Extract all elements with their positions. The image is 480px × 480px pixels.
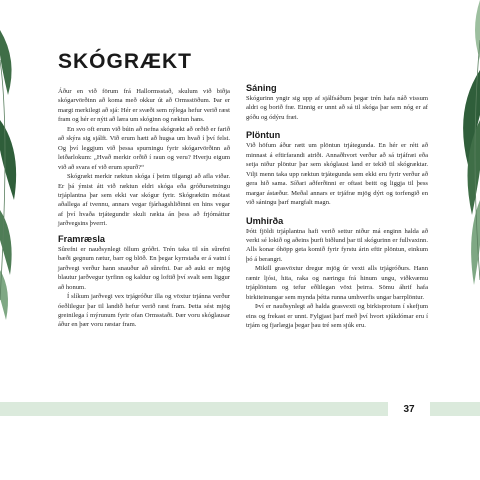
body-paragraph: En svo oft erum við búin að nefna skógrækt að orðið er farið að skýra sig sjálft. Við erum hætt að hugsa um hvað í því felst. Og því leggjum við þessa spurningu fyrir skógarvörðinn að leiðarlokum: „Hvað merkir orðið í raun og veru? Hverju eigum við að svara ef við erum spurð?“ bbox=[58, 125, 230, 171]
body-paragraph: Sûrefni er nauðsynlegt öllum gróðri. Trén taka til sín sûrefni bæði gegnum rætur, barr og blöð. En þegar kyrrstaða er á vatni í jarðvegi verður hann snauður að sûrefni. Þar að auki er mjög blautur jarðvegur tyrfinn og kaldur og loftið því svalt sem liggur að honum. bbox=[58, 245, 230, 291]
section-heading-plontun: Plöntun bbox=[246, 130, 281, 141]
body-paragraph: Mikill grasvöxtur dregur mjög úr vexti alls trjágróðurs. Hann rænir ljósi, hita, raka og næringu frá hinum ungu, viðkvæmu trjáplöntum og tefur eðlilegan vöxt þeirra. Sömu áhrif hafa birkiteinungar sem mynda þétta runna umhverfis ungar barrplöntur. bbox=[246, 265, 428, 301]
section-heading-saning: Sáning bbox=[246, 83, 277, 93]
page-number: 37 bbox=[403, 403, 415, 415]
body-paragraph: Þótt fjöldi trjáplantna hafi verið settur niður má enginn halda að verki sé lokið og aðeins þurfi biðlund þar til skógurinn er fullvaxinn. Alls konar óhöpp geta komið fyrir fyrstu árin eftir plöntun, einkum þó á berangri. bbox=[246, 227, 428, 263]
body-paragraph: Skógrækt merkir ræktun skóga í þeim tilgangi að afla viðar. Er þá ýmist átt við ræktun eldri skóga eða gróðursetningu trjáplantna þar sem ekki var skógur fyrir. Skógræktin mótast aðallega af tvennu, annars vegar fjárhagshliðinni en hins vegar af því hvaða trjátegundir skuli rækta án þess að frjómáttur jarðvegsins þverri. bbox=[58, 173, 230, 228]
section-heading-umhirda: Umhirða bbox=[246, 215, 284, 226]
right-column bbox=[246, 82, 428, 331]
body-paragraph: Við höfum áður rætt um plöntun trjátegunda. En hér er rétt að minnast á eftirfarandi atriði. Annaðhvort verður að sá trjáfræi eða setja niður plöntur þar sem skóglaust land er tekið til skógræktar. Vilji menn taka upp ræktun trjátegunda sem ekki eru fyrir verður að gera hið sama. Síðari aðferðinni er oftast beitt og liggja til þess margar ástæður. Meðal annars er trjáfræ mjög dýrt og torfengið en við sáningu þarf margfalt magn. bbox=[246, 142, 428, 207]
body-paragraph: Í slíkum jarðvegi vex trjágróður illa og vöxtur trjánna verður óeðlilegur þar til landið hefur verið ræst fram. Þetta sést mjög greinilega í mýrunum fyrir ofan Ormsstaði. Þær voru skóglausar áður en þær voru ræstar fram. bbox=[58, 293, 230, 329]
left-column bbox=[58, 87, 230, 330]
body-paragraph: Áður en við förum frá Hallormsstað, skulum við biðja skógarvörðinn að koma með okkur út að Ormsstöðum. Þar er margt merkilegt að sjá: Hér er svæði sem nýlega hefur verið ræst fram og hér er nýtt að læra um skóginn og ræktun hans. bbox=[58, 88, 230, 124]
leaf-illustration-right bbox=[440, 0, 480, 290]
section-heading-framraesla: Framræsla bbox=[58, 233, 105, 244]
page-title: SKÓGRÆKT bbox=[58, 50, 192, 73]
body-paragraph: Því er nauðsynlegt að halda grasvexti og birkisprotum í skefjum eins og frekast er unnt. Fylgjast þarf með því hvort sjúkdómar eru í trjám og fjarlægja þegar þau tré sem sjúk eru. bbox=[246, 303, 428, 330]
body-paragraph: Skógurinn yngir sig upp af sjálfsáðum þegar trén hafa náð vissum aldri og borið fræ. Einnig er unnt að sá til skóga þar sem nóg er af góðu og ódýru fræi. bbox=[246, 95, 428, 121]
page-number-box bbox=[388, 400, 430, 418]
leaf-illustration-left bbox=[0, 0, 40, 330]
